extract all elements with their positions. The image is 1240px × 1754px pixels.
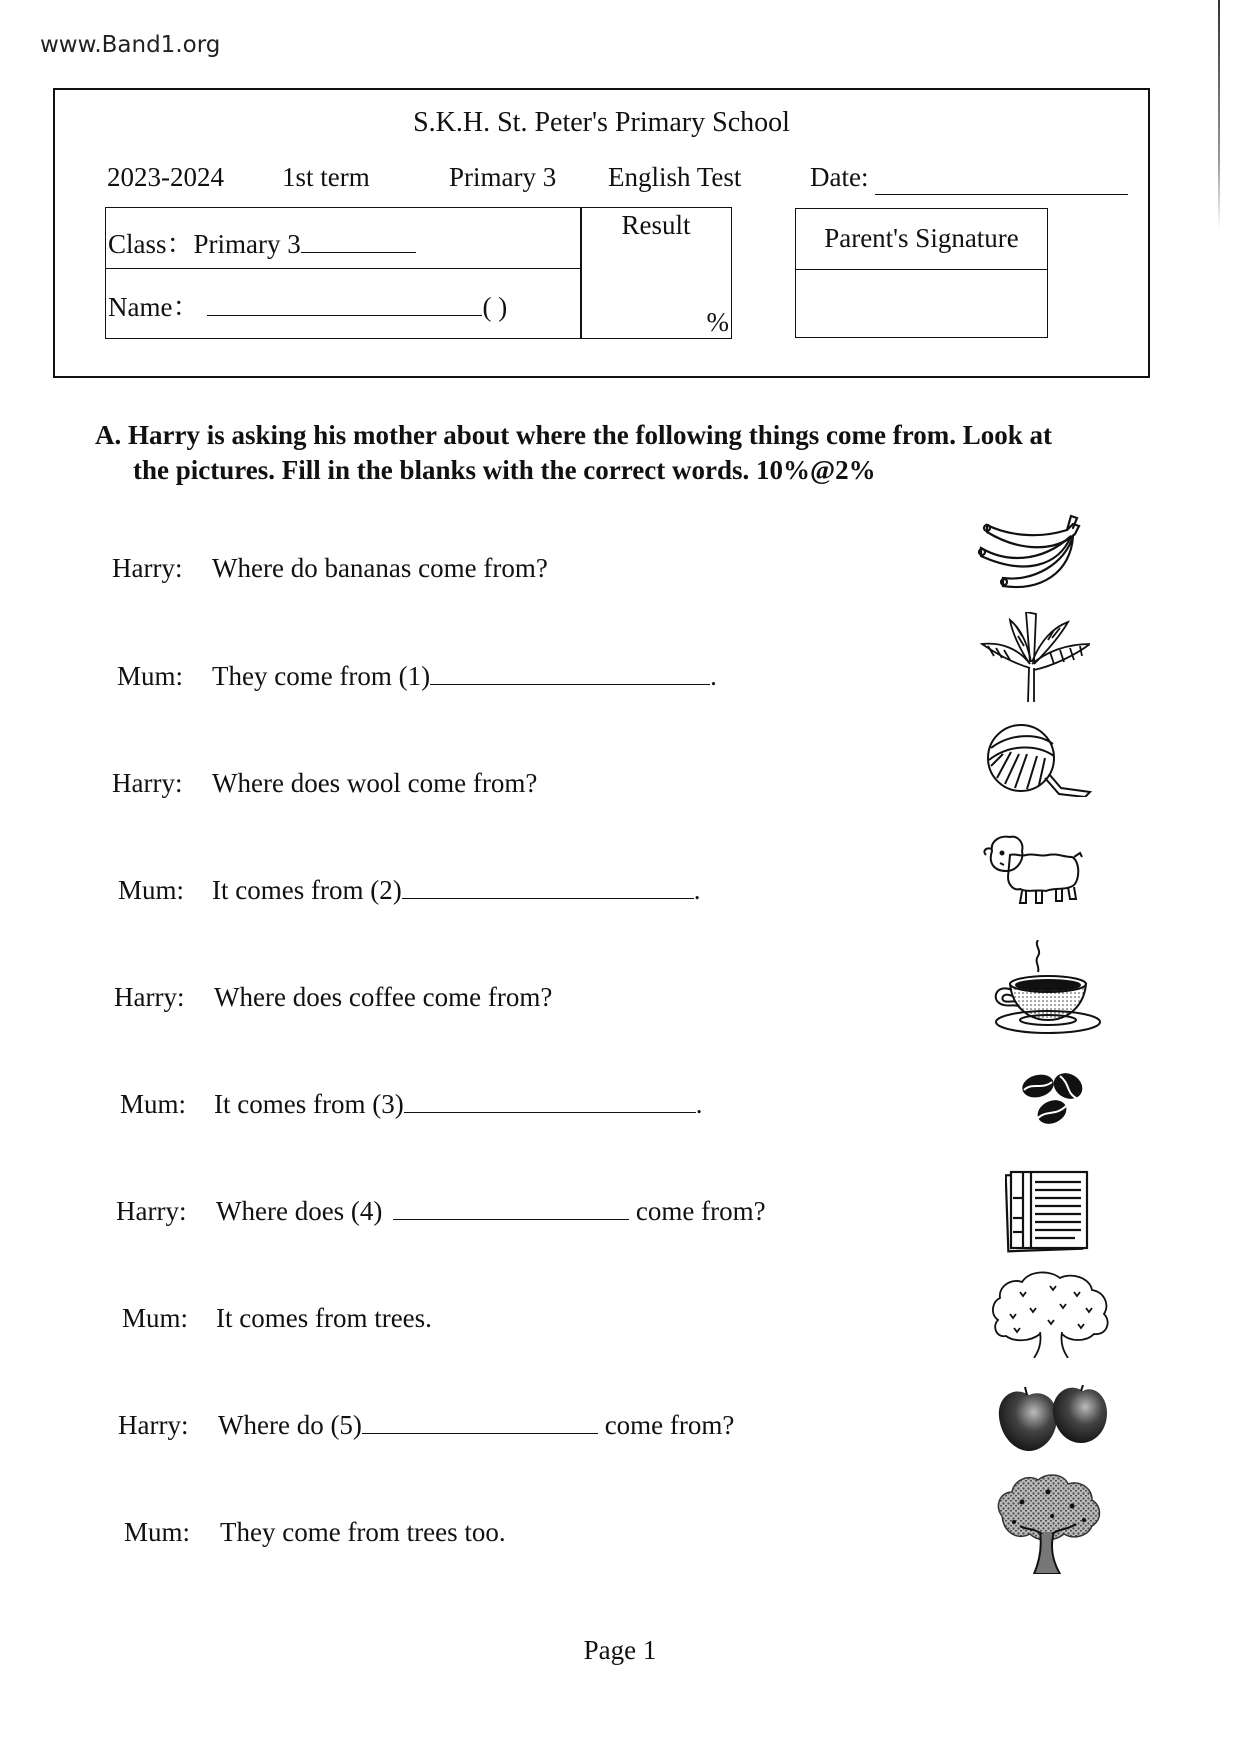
school-name: S.K.H. St. Peter's Primary School xyxy=(413,107,790,138)
header-box xyxy=(53,88,1150,378)
result-cell xyxy=(580,207,732,339)
paper-icon xyxy=(1005,1168,1090,1253)
section-a-instructions xyxy=(95,418,1155,488)
dialogue-line-9: Where do (5) come from? xyxy=(218,1410,735,1440)
dialogue-line-6: It comes from (3) . xyxy=(214,1089,703,1119)
dialogue-line-8: It comes from trees. xyxy=(216,1303,432,1333)
apple-tree-icon xyxy=(992,1472,1104,1574)
answer-blank-3[interactable] xyxy=(404,1090,696,1113)
website-watermark: www.Band1.org xyxy=(40,32,221,58)
dialogue-line-10: They come from trees too. xyxy=(220,1517,506,1547)
signature-label: Parent's Signature xyxy=(824,223,1019,253)
name-label: Name： xyxy=(108,292,200,322)
signature-field[interactable] xyxy=(795,268,1048,338)
date-label: Date: xyxy=(810,162,869,192)
sheep-icon xyxy=(980,833,1090,908)
signature-header-cell xyxy=(795,208,1048,270)
instruction-line-2: the pictures. Fill in the blanks with the correct words. 10%@2% xyxy=(133,455,876,485)
wool-ball-icon xyxy=(985,722,1100,797)
dialogue-line-7: Where does (4) come from? xyxy=(216,1196,766,1226)
date-field[interactable] xyxy=(875,194,1128,195)
answer-blank-4[interactable] xyxy=(393,1197,629,1220)
answer-blank-2[interactable] xyxy=(402,876,694,899)
dialogue-line-2: They come from (1) . xyxy=(212,661,717,691)
speaker-mum: Mum: xyxy=(122,1303,189,1333)
class-number-field[interactable]: ( ) xyxy=(482,292,508,322)
dialogue-line-4: It comes from (2) . xyxy=(212,875,701,905)
school-year: 2023-2024 xyxy=(107,162,224,192)
tree-icon xyxy=(990,1268,1115,1358)
answer-blank-1[interactable] xyxy=(430,662,710,685)
speaker-mum: Mum: xyxy=(118,875,185,905)
speaker-harry: Harry: xyxy=(114,982,185,1012)
speaker-mum: Mum: xyxy=(120,1089,187,1119)
subject: English Test xyxy=(608,162,742,192)
banana-tree-icon xyxy=(980,612,1090,702)
name-field[interactable] xyxy=(207,315,482,316)
name-cell xyxy=(105,267,582,339)
class-cell xyxy=(105,207,582,269)
coffee-cup-icon xyxy=(990,940,1105,1035)
scan-edge-artifact xyxy=(1218,0,1220,230)
apples-icon xyxy=(995,1385,1110,1455)
dialogue-line-3: Where does wool come from? xyxy=(212,768,538,798)
result-percent-sign: % xyxy=(706,307,729,337)
speaker-harry: Harry: xyxy=(118,1410,189,1440)
speaker-harry: Harry: xyxy=(116,1196,187,1226)
speaker-harry: Harry: xyxy=(112,768,183,798)
speaker-harry: Harry: xyxy=(112,553,183,583)
grade-level: Primary 3 xyxy=(449,162,557,192)
bananas-icon xyxy=(975,512,1085,592)
class-field[interactable] xyxy=(301,252,416,253)
dialogue-line-5: Where does coffee come from? xyxy=(214,982,553,1012)
dialogue-line-1: Where do bananas come from? xyxy=(212,553,548,583)
result-label: Result xyxy=(621,210,691,240)
page-number: Page 1 xyxy=(583,1635,657,1665)
instruction-line-1: A. Harry is asking his mother about where the following things come from. Look at xyxy=(95,420,1053,450)
speaker-mum: Mum: xyxy=(117,661,184,691)
answer-blank-5[interactable] xyxy=(362,1411,598,1434)
speaker-mum: Mum: xyxy=(124,1517,191,1547)
class-label: Class：Primary 3 xyxy=(108,229,301,259)
coffee-beans-icon xyxy=(1020,1070,1090,1128)
term: 1st term xyxy=(282,162,370,192)
